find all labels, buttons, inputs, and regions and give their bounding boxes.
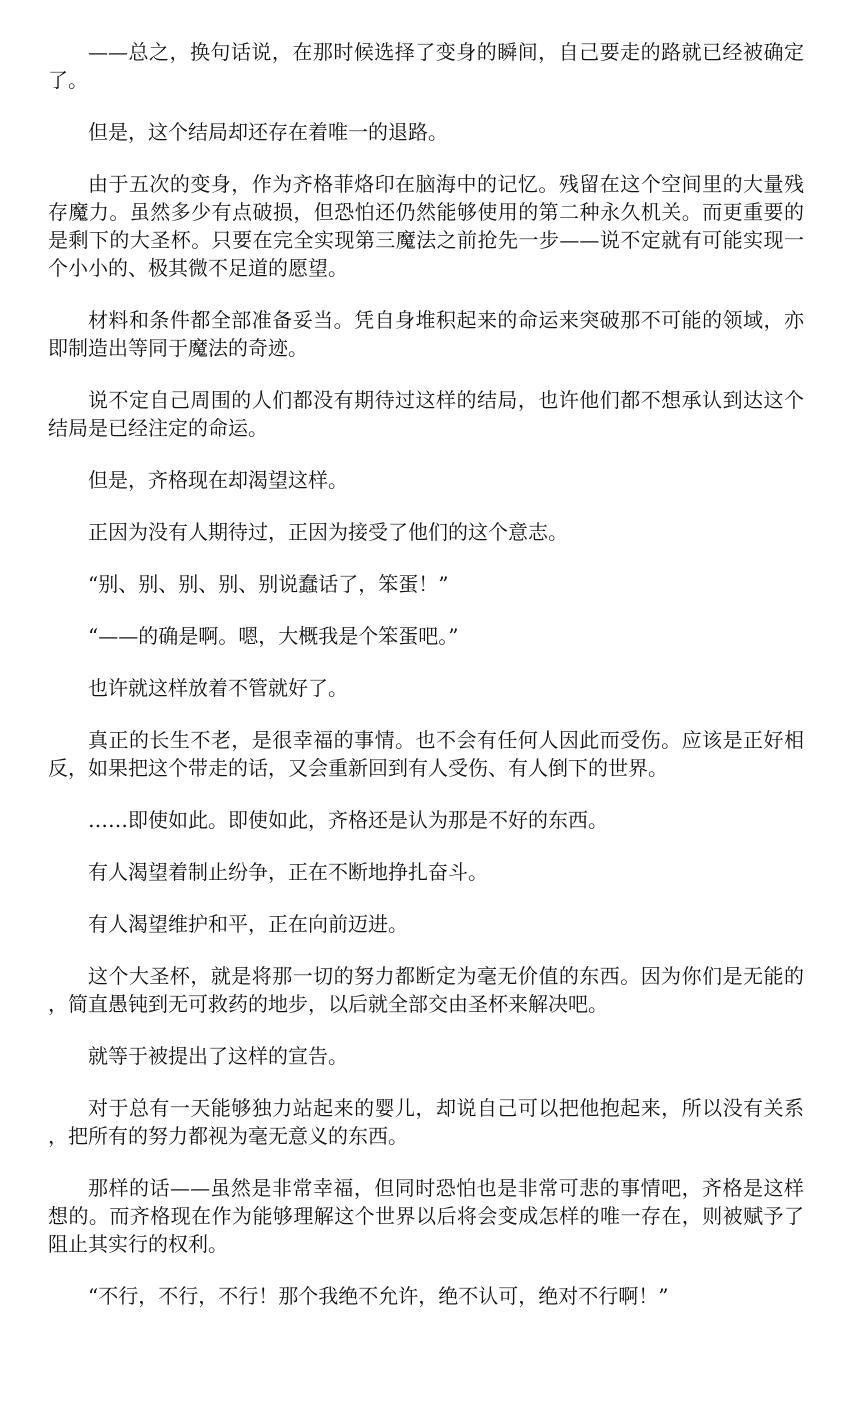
paragraph: 有人渴望着制止纷争，正在不断地挣扎奋斗。: [88, 860, 488, 884]
paragraph: 材料和条件都全部准备妥当。凭自身堆积起来的命运来突破那不可能的领域，亦即制造出等同于魔法的奇迹。: [48, 308, 804, 360]
paragraph: 有人渴望维护和平，正在向前迈进。: [88, 912, 408, 936]
paragraph: 那样的话——虽然是非常幸福，但同时恐怕也是非常可悲的事情吧，齐格是这样想的。而齐格现在作为能够理解这个世界以后将会变成怎样的唯一存在，则被赋予了阻止其实行的权利。: [48, 1176, 804, 1256]
paragraph: 真正的长生不老，是很幸福的事情。也不会有任何人因此而受伤。应该是正好相反，如果把这个带走的话，又会重新回到有人受伤、有人倒下的世界。: [48, 728, 804, 780]
paragraph: 说不定自己周围的人们都没有期待过这样的结局，也许他们都不想承认到达这个结局是已经注定的命运。: [48, 388, 804, 440]
paragraph: 这个大圣杯，就是将那一切的努力都断定为毫无价值的东西。因为你们是无能的，简直愚钝到无可救药的地步，以后就全部交由圣杯来解决吧。: [48, 964, 804, 1016]
paragraph: 对于总有一天能够独力站起来的婴儿，却说自己可以把他抱起来，所以没有关系，把所有的努力都视为毫无意义的东西。: [48, 1096, 804, 1148]
dialogue-line: “——的确是啊。嗯，大概我是个笨蛋吧。”: [88, 624, 459, 648]
paragraph: 但是，这个结局却还存在着唯一的退路。: [88, 120, 448, 144]
document-page: [48, 38, 804, 1310]
paragraph: 就等于被提出了这样的宣告。: [88, 1044, 348, 1068]
paragraph: 但是，齐格现在却渴望这样。: [88, 468, 348, 492]
dialogue-line: “别、别、别、别、别说蠢话了，笨蛋！”: [88, 572, 449, 596]
paragraph: 正因为没有人期待过，正因为接受了他们的这个意志。: [88, 520, 568, 544]
paragraph: 由于五次的变身，作为齐格菲烙印在脑海中的记忆。残留在这个空间里的大量残存魔力。虽然多少有点破损，但恐怕还仍然能够使用的第二种永久机关。而更重要的是剩下的大圣杯。只要在完全实现第三魔法之前抢先一步——说不定就有可能实现一个小小的、极其微不足道的愿望。: [48, 172, 804, 280]
paragraph: ——总之，换句话说，在那时候选择了变身的瞬间，自己要走的路就已经被确定了。: [48, 40, 804, 92]
paragraph: 也许就这样放着不管就好了。: [88, 676, 348, 700]
paragraph: ……即使如此。即使如此，齐格还是认为那是不好的东西。: [88, 808, 608, 832]
dialogue-line: “不行，不行，不行！那个我绝不允许，绝不认可，绝对不行啊！”: [88, 1284, 669, 1308]
